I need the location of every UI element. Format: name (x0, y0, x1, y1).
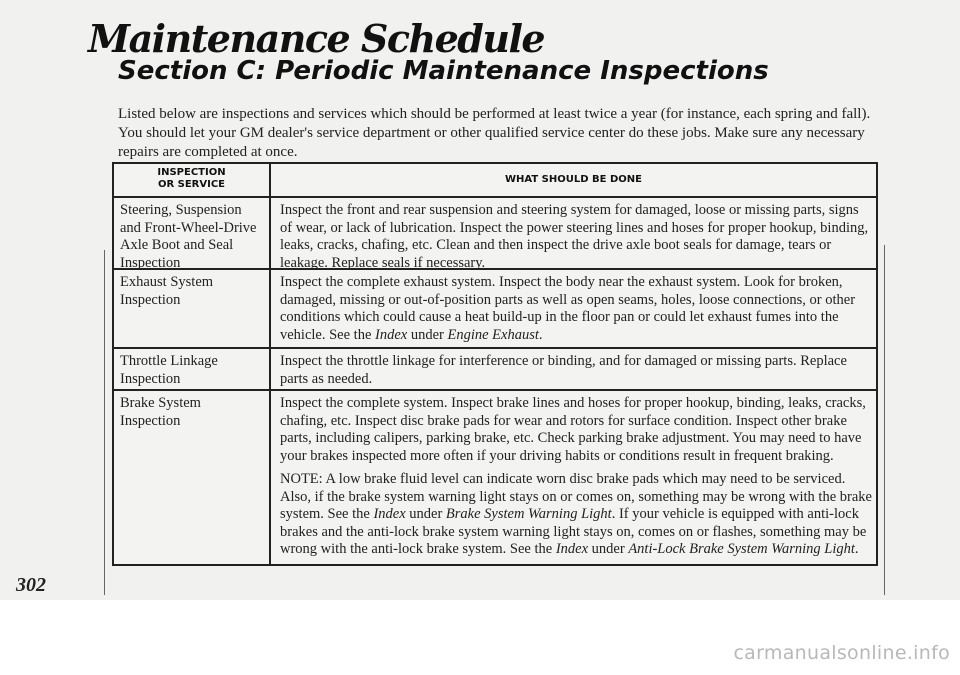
row-text (280, 395, 872, 565)
table-row-throttle (114, 347, 876, 391)
row-item: Steering, Suspension and Front-Wheel-Drive Axle Boot and Seal Inspection (120, 202, 257, 271)
row-item: Exhaust System Inspection (120, 274, 214, 308)
brake-text: Inspect the complete system. Inspect brake lines and hoses for proper hookup, binding, leaks, cracks, chafing, etc. Inspect disc brake pads for wear and rotors for surface condition. Inspect other brake parts, including calipers, parking brake, etc. Check parking brake adjustment. You may need to have your brakes inspected more often if your driving habits or conditions result in frequent braking. (280, 395, 866, 464)
section-title: Section C: Periodic Maintenance Inspections (118, 56, 769, 86)
page-title: Maintenance Schedule (88, 16, 545, 61)
table-header (114, 164, 876, 198)
intro-paragraph: Listed below are inspections and services which should be performed at least twice a year (for instance, each spring and fall). You should let your GM dealer's service department or other qualified service center do these jobs. Make sure any necessary repairs are completed at once. (118, 106, 871, 160)
header-what-should-be-done: WHAT SHOULD BE DONE (505, 174, 642, 185)
margin-line-left (104, 250, 105, 595)
table-row-steering (114, 196, 876, 270)
maintenance-table (112, 162, 878, 566)
brake-note: NOTE: A low brake fluid level can indicate worn disc brake pads which may need to be serviced. Also, if the brake system warning light stays on or comes on, something may be wrong with the brake system. See the Index under Brake System Warning Light. If your vehicle is equipped with anti-lock brakes and the anti-lock brake system warning light stays on, comes on or flashes, something may be wrong with the anti-lock brake system. See the Index under Anti-Lock Brake System Warning Light. (280, 471, 872, 557)
table-row-brake (114, 389, 876, 566)
row-text: Inspect the front and rear suspension and steering system for damaged, loose or missing parts, signs of wear, or lack of lubrication. Inspect the power steering lines and hoses for proper hookup, binding, leaks, cracks, chafing, etc. Clean and then inspect the drive axle boot seals for damage, tears or leakage. Replace seals if necessary. (280, 202, 869, 271)
table-row-exhaust (114, 268, 876, 349)
row-text: Inspect the throttle linkage for interference or binding, and for damaged or missing parts. Replace parts as needed. (280, 353, 847, 387)
row-item: Brake System Inspection (120, 395, 201, 429)
watermark: carmanualsonline.info (733, 642, 950, 664)
page-number: 302 (16, 574, 46, 596)
row-text: Inspect the complete exhaust system. Inspect the body near the exhaust system. Look for broken, damaged, missing or out-of-position parts as well as open seams, holes, loose connections, or other conditions which could cause a heat build-up in the floor pan or could let exhaust fumes into the vehicle. See the Index under Engine Exhaust. (280, 274, 856, 343)
row-item: Throttle Linkage Inspection (120, 353, 218, 387)
margin-line-right (884, 245, 885, 595)
header-inspection: INSPECTION OR SERVICE (157, 167, 226, 190)
